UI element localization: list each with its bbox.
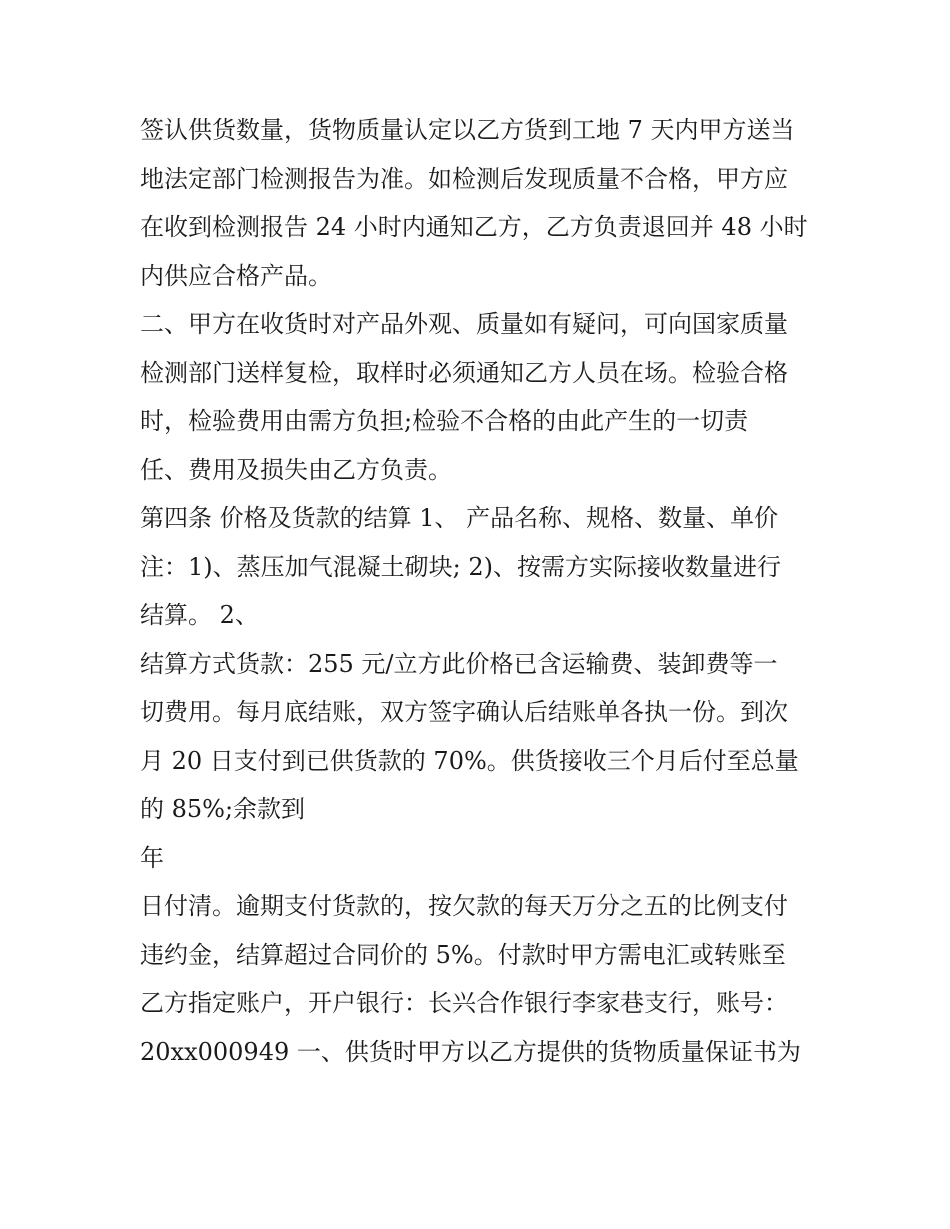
text-line: 二、甲方在收货时对产品外观、质量如有疑问，可向国家质量 (140, 310, 788, 338)
text-line: 月 20 日支付到已供货款的 70%。供货接收三个月后付至总量 (140, 746, 799, 775)
text-line: 20xx000949 一、供货时甲方以乙方提供的货物质量保证书为 (140, 1037, 801, 1066)
text-line: 的 85%;余款到 (140, 795, 306, 823)
text-line: 在收到检测报告 24 小时内通知乙方，乙方负责退回并 48 小时 (140, 213, 808, 241)
text-line: 第四条 价格及货款的结算 1、 产品名称、规格、数量、单价 (140, 504, 779, 532)
text-line: 结算。 2、 (140, 601, 259, 629)
text-line: 乙方指定账户，开户银行：长兴合作银行李家巷支行，账号： (140, 989, 788, 1017)
text-line: 日付清。逾期支付货款的，按欠款的每天万分之五的比例支付 (140, 892, 788, 920)
text-line: 时，检验费用由需方负担;检验不合格的由此产生的一切责 (140, 407, 749, 435)
text-line: 内供应合格产品。 (140, 261, 332, 290)
document-body (140, 106, 820, 1076)
text-line: 地法定部门检测报告为准。如检测后发现质量不合格，甲方应 (140, 164, 788, 193)
text-line: 结算方式货款：255 元/立方此价格已含运输费、装卸费等一 (140, 649, 778, 678)
text-line: 签认供货数量，货物质量认定以乙方货到工地 7 天内甲方送当 (140, 116, 795, 144)
text-line: 任、费用及损失由乙方负责。 (140, 455, 452, 484)
text-line: 检测部门送样复检，取样时必须通知乙方人员在场。检验合格 (140, 358, 788, 387)
text-line: 违约金，结算超过合同价的 5%。付款时甲方需电汇或转账至 (140, 940, 786, 969)
text-line: 注：1)、蒸压加气混凝土砌块; 2)、按需方实际接收数量进行 (140, 552, 781, 581)
text-line: 年 (140, 843, 164, 872)
text-line: 切费用。每月底结账，双方签字确认后结账单各执一份。到次 (140, 698, 788, 726)
